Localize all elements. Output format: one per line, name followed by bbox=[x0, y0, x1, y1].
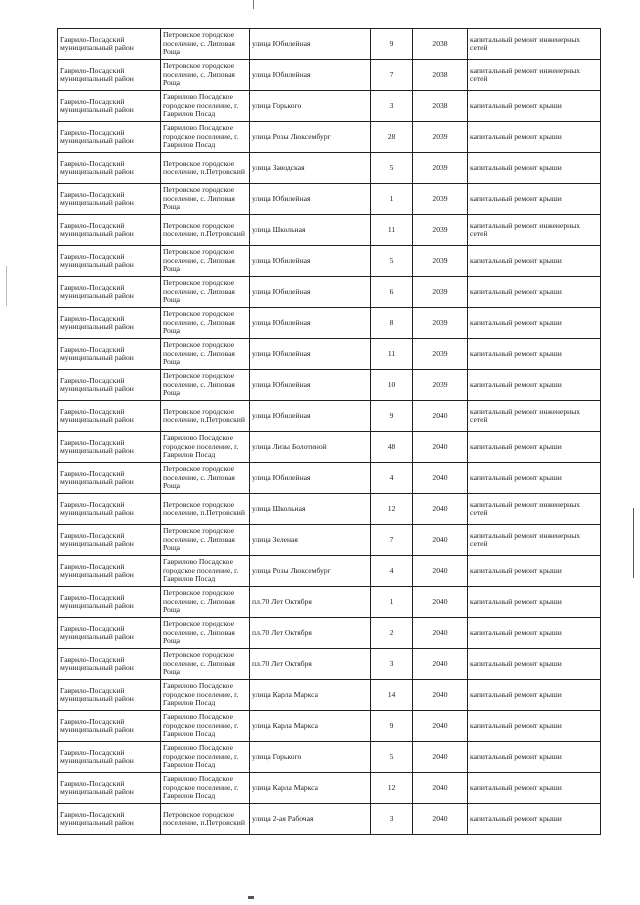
district-cell: Гаврило-Посадский муниципальный район bbox=[58, 401, 161, 432]
street-cell: улица Юбилейная bbox=[250, 184, 371, 215]
work-type-cell: капитальный ремонт инженерных сетей bbox=[468, 60, 601, 91]
house-number-cell: 5 bbox=[371, 246, 413, 277]
house-number-cell: 1 bbox=[371, 587, 413, 618]
district-cell: Гаврило-Посадский муниципальный район bbox=[58, 556, 161, 587]
settlement-cell: Гаврилово Посадское городское поселение, г. Гаврилов Посад bbox=[161, 773, 250, 804]
street-cell: улица Розы Люксембург bbox=[250, 556, 371, 587]
table-row bbox=[58, 556, 601, 587]
scan-mark-right bbox=[633, 508, 634, 578]
street-cell: улица Юбилейная bbox=[250, 339, 371, 370]
street-cell: улица Заводская bbox=[250, 153, 371, 184]
settlement-cell: Петровское городское поселение, с. Липовая Роща bbox=[161, 60, 250, 91]
year-cell: 2040 bbox=[413, 742, 468, 773]
district-cell: Гаврило-Посадский муниципальный район bbox=[58, 91, 161, 122]
work-type-cell: капитальный ремонт крыши bbox=[468, 432, 601, 463]
year-cell: 2039 bbox=[413, 246, 468, 277]
work-type-cell: капитальный ремонт крыши bbox=[468, 122, 601, 153]
table-row bbox=[58, 587, 601, 618]
work-type-cell: капитальный ремонт крыши bbox=[468, 587, 601, 618]
settlement-cell: Петровское городское поселение, п.Петровский bbox=[161, 804, 250, 835]
settlement-cell: Гаврилово Посадское городское поселение, г. Гаврилов Посад bbox=[161, 122, 250, 153]
year-cell: 2040 bbox=[413, 556, 468, 587]
table-row bbox=[58, 618, 601, 649]
year-cell: 2040 bbox=[413, 494, 468, 525]
work-type-cell: капитальный ремонт крыши bbox=[468, 649, 601, 680]
work-type-cell: капитальный ремонт крыши bbox=[468, 804, 601, 835]
year-cell: 2040 bbox=[413, 618, 468, 649]
table-row bbox=[58, 432, 601, 463]
work-type-cell: капитальный ремонт крыши bbox=[468, 556, 601, 587]
year-cell: 2039 bbox=[413, 308, 468, 339]
district-cell: Гаврило-Посадский муниципальный район bbox=[58, 680, 161, 711]
district-cell: Гаврило-Посадский муниципальный район bbox=[58, 773, 161, 804]
district-cell: Гаврило-Посадский муниципальный район bbox=[58, 587, 161, 618]
work-type-cell: капитальный ремонт крыши bbox=[468, 370, 601, 401]
scan-mark-left bbox=[6, 266, 7, 306]
work-type-cell: капитальный ремонт крыши bbox=[468, 742, 601, 773]
table-row bbox=[58, 773, 601, 804]
district-cell: Гаврило-Посадский муниципальный район bbox=[58, 246, 161, 277]
street-cell: улица Юбилейная bbox=[250, 277, 371, 308]
settlement-cell: Петровское городское поселение, с. Липовая Роща bbox=[161, 246, 250, 277]
house-number-cell: 4 bbox=[371, 556, 413, 587]
house-number-cell: 28 bbox=[371, 122, 413, 153]
house-number-cell: 5 bbox=[371, 742, 413, 773]
settlement-cell: Петровское городское поселение, с. Липовая Роща bbox=[161, 525, 250, 556]
table-row bbox=[58, 91, 601, 122]
street-cell: улица Юбилейная bbox=[250, 370, 371, 401]
table-row bbox=[58, 401, 601, 432]
work-type-cell: капитальный ремонт крыши bbox=[468, 680, 601, 711]
settlement-cell: Гаврилово Посадское городское поселение, г. Гаврилов Посад bbox=[161, 680, 250, 711]
table-row bbox=[58, 308, 601, 339]
settlement-cell: Петровское городское поселение, с. Липовая Роща bbox=[161, 463, 250, 494]
settlement-cell: Петровское городское поселение, с. Липовая Роща bbox=[161, 184, 250, 215]
work-type-cell: капитальный ремонт крыши bbox=[468, 153, 601, 184]
table-row bbox=[58, 246, 601, 277]
street-cell: улица Юбилейная bbox=[250, 29, 371, 60]
settlement-cell: Петровское городское поселение, п.Петровский bbox=[161, 494, 250, 525]
house-number-cell: 12 bbox=[371, 773, 413, 804]
table-row bbox=[58, 370, 601, 401]
year-cell: 2040 bbox=[413, 773, 468, 804]
settlement-cell: Гаврилово Посадское городское поселение, г. Гаврилов Посад bbox=[161, 432, 250, 463]
table-row bbox=[58, 680, 601, 711]
house-number-cell: 48 bbox=[371, 432, 413, 463]
year-cell: 2040 bbox=[413, 587, 468, 618]
district-cell: Гаврило-Посадский муниципальный район bbox=[58, 215, 161, 246]
district-cell: Гаврило-Посадский муниципальный район bbox=[58, 618, 161, 649]
year-cell: 2038 bbox=[413, 91, 468, 122]
work-type-cell: капитальный ремонт крыши bbox=[468, 277, 601, 308]
district-cell: Гаврило-Посадский муниципальный район bbox=[58, 432, 161, 463]
street-cell: улица Школьная bbox=[250, 494, 371, 525]
street-cell: улица Юбилейная bbox=[250, 463, 371, 494]
year-cell: 2039 bbox=[413, 339, 468, 370]
house-number-cell: 3 bbox=[371, 91, 413, 122]
district-cell: Гаврило-Посадский муниципальный район bbox=[58, 649, 161, 680]
repair-schedule-table bbox=[57, 28, 601, 835]
year-cell: 2040 bbox=[413, 649, 468, 680]
settlement-cell: Петровское городское поселение, с. Липовая Роща bbox=[161, 649, 250, 680]
settlement-cell: Гаврилово Посадское городское поселение, г. Гаврилов Посад bbox=[161, 711, 250, 742]
house-number-cell: 7 bbox=[371, 525, 413, 556]
district-cell: Гаврило-Посадский муниципальный район bbox=[58, 463, 161, 494]
table-row bbox=[58, 494, 601, 525]
house-number-cell: 6 bbox=[371, 277, 413, 308]
year-cell: 2039 bbox=[413, 122, 468, 153]
house-number-cell: 9 bbox=[371, 401, 413, 432]
table-row bbox=[58, 153, 601, 184]
house-number-cell: 3 bbox=[371, 804, 413, 835]
table-row bbox=[58, 122, 601, 153]
work-type-cell: капитальный ремонт крыши bbox=[468, 246, 601, 277]
table-row bbox=[58, 29, 601, 60]
table-row bbox=[58, 339, 601, 370]
year-cell: 2039 bbox=[413, 215, 468, 246]
year-cell: 2040 bbox=[413, 804, 468, 835]
table-row bbox=[58, 215, 601, 246]
table-row bbox=[58, 184, 601, 215]
district-cell: Гаврило-Посадский муниципальный район bbox=[58, 122, 161, 153]
street-cell: улица Школьная bbox=[250, 215, 371, 246]
table-body bbox=[58, 29, 601, 835]
year-cell: 2039 bbox=[413, 153, 468, 184]
house-number-cell: 11 bbox=[371, 339, 413, 370]
year-cell: 2039 bbox=[413, 370, 468, 401]
street-cell: пл.70 Лет Октября bbox=[250, 587, 371, 618]
work-type-cell: капитальный ремонт инженерных сетей bbox=[468, 494, 601, 525]
district-cell: Гаврило-Посадский муниципальный район bbox=[58, 370, 161, 401]
district-cell: Гаврило-Посадский муниципальный район bbox=[58, 339, 161, 370]
table-row bbox=[58, 277, 601, 308]
year-cell: 2039 bbox=[413, 184, 468, 215]
year-cell: 2040 bbox=[413, 525, 468, 556]
street-cell: пл.70 Лет Октября bbox=[250, 618, 371, 649]
year-cell: 2040 bbox=[413, 680, 468, 711]
street-cell: улица Карла Маркса bbox=[250, 711, 371, 742]
house-number-cell: 7 bbox=[371, 60, 413, 91]
scan-mark-bottom bbox=[248, 896, 254, 899]
house-number-cell: 8 bbox=[371, 308, 413, 339]
street-cell: улица Юбилейная bbox=[250, 401, 371, 432]
settlement-cell: Гаврилово Посадское городское поселение, г. Гаврилов Посад bbox=[161, 556, 250, 587]
settlement-cell: Петровское городское поселение, с. Липовая Роща bbox=[161, 29, 250, 60]
work-type-cell: капитальный ремонт крыши bbox=[468, 773, 601, 804]
settlement-cell: Петровское городское поселение, с. Липовая Роща bbox=[161, 370, 250, 401]
settlement-cell: Петровское городское поселение, с. Липовая Роща bbox=[161, 587, 250, 618]
district-cell: Гаврило-Посадский муниципальный район bbox=[58, 29, 161, 60]
street-cell: улица Карла Маркса bbox=[250, 680, 371, 711]
house-number-cell: 14 bbox=[371, 680, 413, 711]
work-type-cell: капитальный ремонт инженерных сетей bbox=[468, 401, 601, 432]
work-type-cell: капитальный ремонт крыши bbox=[468, 339, 601, 370]
house-number-cell: 2 bbox=[371, 618, 413, 649]
street-cell: улица Юбилейная bbox=[250, 246, 371, 277]
scan-mark-top bbox=[253, 0, 254, 9]
table-row bbox=[58, 60, 601, 91]
year-cell: 2040 bbox=[413, 463, 468, 494]
house-number-cell: 9 bbox=[371, 711, 413, 742]
house-number-cell: 1 bbox=[371, 184, 413, 215]
district-cell: Гаврило-Посадский муниципальный район bbox=[58, 804, 161, 835]
table-row bbox=[58, 742, 601, 773]
settlement-cell: Петровское городское поселение, с. Липовая Роща bbox=[161, 618, 250, 649]
settlement-cell: Петровское городское поселение, с. Липовая Роща bbox=[161, 339, 250, 370]
table-row bbox=[58, 649, 601, 680]
street-cell: пл.70 Лет Октября bbox=[250, 649, 371, 680]
district-cell: Гаврило-Посадский муниципальный район bbox=[58, 711, 161, 742]
district-cell: Гаврило-Посадский муниципальный район bbox=[58, 277, 161, 308]
settlement-cell: Петровское городское поселение, п.Петровский bbox=[161, 215, 250, 246]
settlement-cell: Петровское городское поселение, с. Липовая Роща bbox=[161, 308, 250, 339]
settlement-cell: Петровское городское поселение, п.Петровский bbox=[161, 401, 250, 432]
year-cell: 2040 bbox=[413, 401, 468, 432]
district-cell: Гаврило-Посадский муниципальный район bbox=[58, 308, 161, 339]
district-cell: Гаврило-Посадский муниципальный район bbox=[58, 525, 161, 556]
settlement-cell: Гаврилово Посадское городское поселение, г. Гаврилов Посад bbox=[161, 742, 250, 773]
work-type-cell: капитальный ремонт крыши bbox=[468, 618, 601, 649]
district-cell: Гаврило-Посадский муниципальный район bbox=[58, 742, 161, 773]
settlement-cell: Петровское городское поселение, с. Липовая Роща bbox=[161, 277, 250, 308]
year-cell: 2039 bbox=[413, 277, 468, 308]
street-cell: улица Карла Маркса bbox=[250, 773, 371, 804]
year-cell: 2040 bbox=[413, 432, 468, 463]
street-cell: улица 2-ая Рабочая bbox=[250, 804, 371, 835]
settlement-cell: Гаврилово Посадское городское поселение, г. Гаврилов Посад bbox=[161, 91, 250, 122]
work-type-cell: капитальный ремонт крыши bbox=[468, 184, 601, 215]
district-cell: Гаврило-Посадский муниципальный район bbox=[58, 60, 161, 91]
work-type-cell: капитальный ремонт инженерных сетей bbox=[468, 525, 601, 556]
table-row bbox=[58, 804, 601, 835]
table-row bbox=[58, 463, 601, 494]
house-number-cell: 12 bbox=[371, 494, 413, 525]
year-cell: 2038 bbox=[413, 29, 468, 60]
year-cell: 2040 bbox=[413, 711, 468, 742]
street-cell: улица Горького bbox=[250, 91, 371, 122]
street-cell: улица Юбилейная bbox=[250, 308, 371, 339]
house-number-cell: 3 bbox=[371, 649, 413, 680]
work-type-cell: капитальный ремонт инженерных сетей bbox=[468, 215, 601, 246]
street-cell: улица Горького bbox=[250, 742, 371, 773]
year-cell: 2038 bbox=[413, 60, 468, 91]
table-row bbox=[58, 525, 601, 556]
work-type-cell: капитальный ремонт крыши bbox=[468, 308, 601, 339]
settlement-cell: Петровское городское поселение, п.Петровский bbox=[161, 153, 250, 184]
work-type-cell: капитальный ремонт крыши bbox=[468, 711, 601, 742]
house-number-cell: 10 bbox=[371, 370, 413, 401]
house-number-cell: 5 bbox=[371, 153, 413, 184]
house-number-cell: 11 bbox=[371, 215, 413, 246]
street-cell: улица Лизы Болотиной bbox=[250, 432, 371, 463]
street-cell: улица Зеленая bbox=[250, 525, 371, 556]
work-type-cell: капитальный ремонт инженерных сетей bbox=[468, 29, 601, 60]
street-cell: улица Юбилейная bbox=[250, 60, 371, 91]
house-number-cell: 9 bbox=[371, 29, 413, 60]
table-row bbox=[58, 711, 601, 742]
work-type-cell: капитальный ремонт крыши bbox=[468, 91, 601, 122]
district-cell: Гаврило-Посадский муниципальный район bbox=[58, 184, 161, 215]
street-cell: улица Розы Люксембург bbox=[250, 122, 371, 153]
work-type-cell: капитальный ремонт крыши bbox=[468, 463, 601, 494]
house-number-cell: 4 bbox=[371, 463, 413, 494]
district-cell: Гаврило-Посадский муниципальный район bbox=[58, 153, 161, 184]
district-cell: Гаврило-Посадский муниципальный район bbox=[58, 494, 161, 525]
